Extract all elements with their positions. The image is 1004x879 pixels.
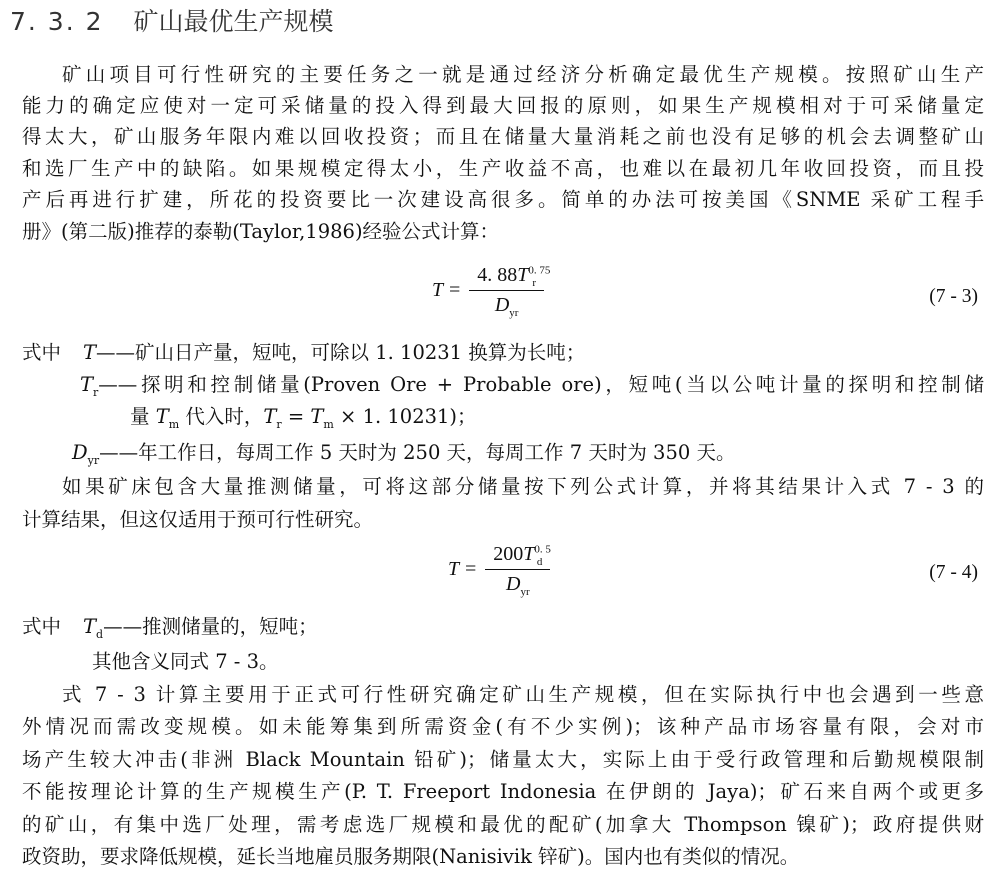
text-line: 得太大，矿山服务年限内难以回收投资；而且在储量大量消耗之前也没有足够的机会去调整矿山	[22, 125, 984, 148]
section-heading	[10, 2, 334, 38]
text-line: 场产生较大冲击(非洲 Black Mountain 铅矿)；储量太大，实际上由于受行政管理和后勤规模限制	[22, 748, 984, 771]
formula-denominator: $D_{yr}$	[506, 573, 530, 598]
definition-tr-continued: 量 $T_m$ 代入时，$T_r = T_m \times 1$. 10231)；	[130, 405, 477, 431]
text-line: 政资助，要求降低规模，延长当地雇员服务期限(Nanisivik 锌矿)。国内也有类似的情况。	[22, 845, 800, 868]
formula-lhs: T =	[432, 279, 462, 301]
formula-lhs: T =	[448, 558, 478, 580]
section-number: 7. 3. 2	[10, 7, 104, 36]
text-line: 的矿山，有集中选厂处理，需考虑选厂规模和最优的配矿(加拿大 Thompson 镍矿)；政府提供财	[22, 813, 984, 836]
definition-t: 式中 T——矿山日产量，短吨，可除以 1. 10231 换算为长吨；	[22, 341, 586, 364]
formula-numerator: 4. $88T^{0. 75}_r$	[469, 264, 544, 291]
text-line: 如果矿床包含大量推测储量，可将这部分储量按下列公式计算，并将其结果计入式 7 - 3 的	[62, 475, 984, 498]
formula-numerator: $200T^{0. 5}_d$	[485, 543, 550, 570]
equation-number-7-4: (7 - 4)	[929, 562, 978, 583]
formula-fraction	[485, 543, 550, 596]
text-line: 和选厂生产中的缺陷。如果规模定得太小，生产收益不高，也难以在最初几年收回投资，而且投	[22, 157, 984, 180]
definition-td: 式中 $T_d——$推测储量的，短吨；	[22, 615, 318, 641]
definition-tr: $T_r——$探明和控制储量(Proven Ore + Probable ore)，短吨(当以公吨计量的探明和控制储	[80, 373, 984, 399]
text-line: 不能按理论计算的生产规模生产(P. T. Freeport Indonesia 在伊朗的 Jaya)；矿石来自两个或更多	[22, 780, 984, 803]
text-line: 册》(第二版)推荐的泰勒(Taylor,1986)经验公式计算：	[22, 220, 500, 243]
text-line: 能力的确定应使对一定可采储量的投入得到最大回报的原则，如果生产规模相对于可采储量定	[22, 94, 984, 117]
definition-dyr: $D_{yr}——$年工作日，每周工作 5 天时为 250 天，每周工作 7 天时为 350 天。	[72, 441, 736, 467]
text-line: 外情况而需改变规模。如未能筹集到所需资金(有不少实例)；该种产品市场容量有限，会对市	[22, 715, 984, 738]
formula-7-3	[432, 264, 551, 319]
definition-other: 其他含义同式 7 - 3。	[92, 650, 279, 673]
formula-fraction	[469, 264, 551, 319]
text-line: 矿山项目可行性研究的主要任务之一就是通过经济分析确定最优生产规模。按照矿山生产	[62, 63, 984, 86]
text-line: 计算结果，但这仅适用于预可行性研究。	[22, 508, 374, 531]
equation-number-7-3: (7 - 3)	[929, 286, 978, 307]
formula-7-4	[448, 543, 550, 596]
text-line: 式 7 - 3 计算主要用于正式可行性研究确定矿山生产规模，但在实际执行中也会遇到一些意	[62, 683, 984, 706]
section-title: 矿山最优生产规模	[133, 7, 334, 36]
formula-denominator: $D_{yr}$	[494, 294, 519, 319]
text-line: 产后再进行扩建，所花的投资要比一次建设高很多。简单的办法可按美国《SNME 采矿工程手	[22, 188, 984, 211]
